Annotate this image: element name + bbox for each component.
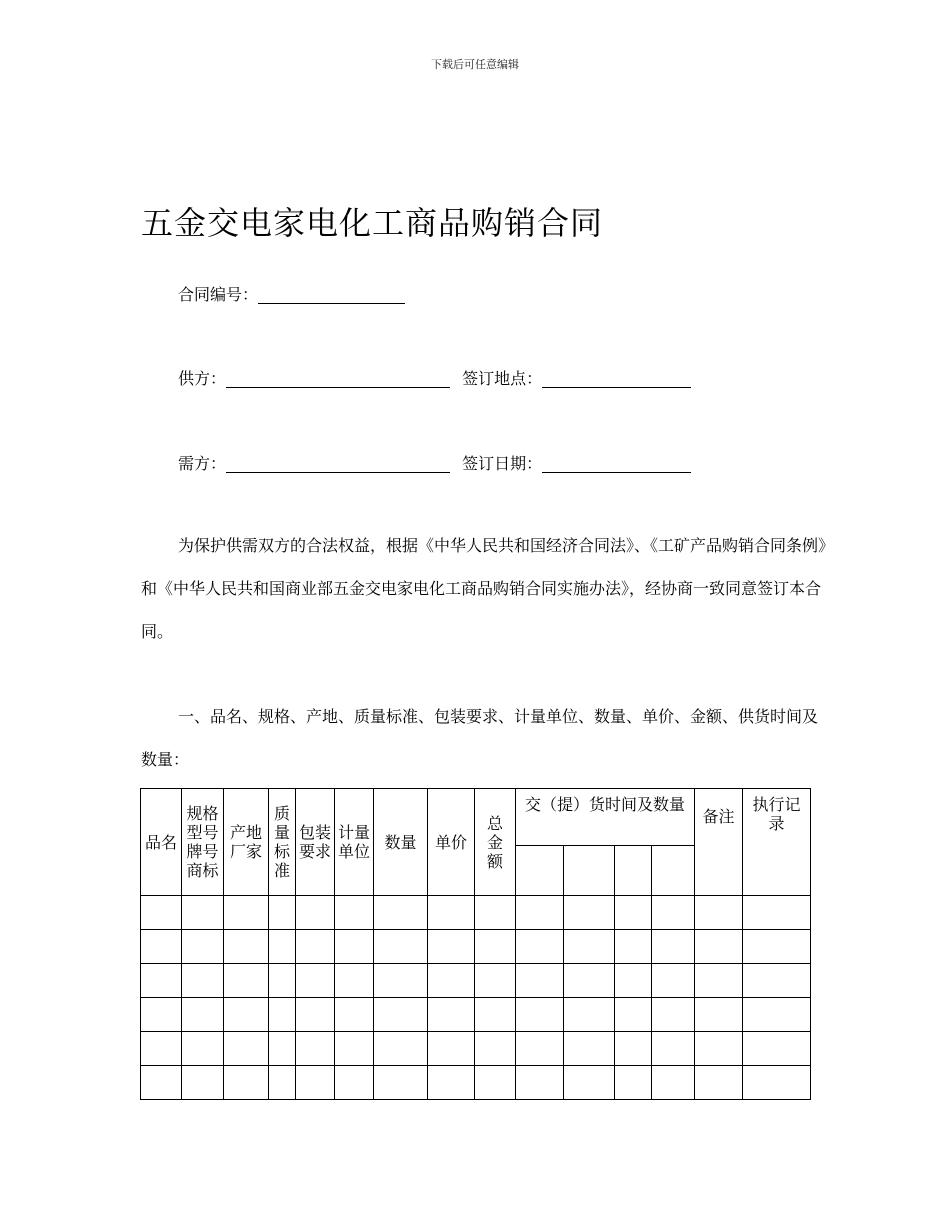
col-header-delivery: 交（提）货时间及数量 <box>516 789 695 846</box>
contract-number-field[interactable] <box>258 287 405 304</box>
table-cell[interactable] <box>335 998 374 1032</box>
col-header-quality: 质量标准 <box>269 789 296 896</box>
table-cell[interactable] <box>475 930 516 964</box>
table-cell[interactable] <box>615 964 652 998</box>
table-cell[interactable] <box>224 896 269 930</box>
table-row <box>141 930 811 964</box>
table-cell[interactable] <box>374 896 428 930</box>
table-cell[interactable] <box>374 1066 428 1100</box>
table-row <box>141 964 811 998</box>
table-cell[interactable] <box>224 930 269 964</box>
table-cell[interactable] <box>516 1066 564 1100</box>
table-cell[interactable] <box>224 998 269 1032</box>
table-cell[interactable] <box>564 964 615 998</box>
table-cell[interactable] <box>182 930 224 964</box>
table-cell[interactable] <box>564 1066 615 1100</box>
section-1-heading: 一、品名、规格、产地、质量标准、包装要求、计量单位、数量、单价、金额、供货时间及数量： <box>141 707 819 769</box>
delivery-subcell[interactable] <box>615 846 652 896</box>
table-row <box>141 998 811 1032</box>
delivery-subcell[interactable] <box>516 846 564 896</box>
table-cell[interactable] <box>743 998 811 1032</box>
buyer-line <box>178 451 691 474</box>
table-cell[interactable] <box>224 1032 269 1066</box>
table-cell[interactable] <box>374 964 428 998</box>
table-cell[interactable] <box>374 930 428 964</box>
table-cell[interactable] <box>182 998 224 1032</box>
page-title: 五金交电家电化工商品购销合同 <box>141 204 604 242</box>
contract-number-line <box>178 282 405 305</box>
col-header-remark: 备注 <box>695 789 743 896</box>
table-cell[interactable] <box>374 998 428 1032</box>
table-cell[interactable] <box>615 930 652 964</box>
table-cell[interactable] <box>335 964 374 998</box>
table-cell[interactable] <box>516 896 564 930</box>
table-cell[interactable] <box>141 998 182 1032</box>
delivery-subcell[interactable] <box>564 846 615 896</box>
table-cell[interactable] <box>374 1032 428 1066</box>
table-cell[interactable] <box>269 896 296 930</box>
buyer-field[interactable] <box>226 456 450 473</box>
table-cell[interactable] <box>224 1066 269 1100</box>
table-cell[interactable] <box>335 930 374 964</box>
table-cell[interactable] <box>475 1066 516 1100</box>
table-cell[interactable] <box>564 930 615 964</box>
col-header-quantity: 数量 <box>374 789 428 896</box>
table-cell[interactable] <box>428 930 475 964</box>
table-cell[interactable] <box>182 1032 224 1066</box>
table-cell[interactable] <box>615 1032 652 1066</box>
table-cell[interactable] <box>652 1066 695 1100</box>
table-cell[interactable] <box>335 896 374 930</box>
table-cell[interactable] <box>652 896 695 930</box>
supplier-field[interactable] <box>226 371 450 388</box>
table-cell[interactable] <box>141 964 182 998</box>
table-cell[interactable] <box>564 998 615 1032</box>
table-cell[interactable] <box>475 896 516 930</box>
sign-date-field[interactable] <box>542 456 691 473</box>
table-cell[interactable] <box>428 896 475 930</box>
table-cell[interactable] <box>743 896 811 930</box>
table-cell[interactable] <box>428 964 475 998</box>
table-row <box>141 896 811 930</box>
table-cell[interactable] <box>296 896 335 930</box>
table-cell[interactable] <box>335 1066 374 1100</box>
table-cell[interactable] <box>695 964 743 998</box>
table-cell[interactable] <box>695 930 743 964</box>
table-cell[interactable] <box>516 998 564 1032</box>
table-cell[interactable] <box>615 998 652 1032</box>
table-cell[interactable] <box>743 930 811 964</box>
col-header-amount: 总金额 <box>475 789 516 896</box>
table-cell[interactable] <box>652 964 695 998</box>
col-header-name: 品名 <box>141 789 182 896</box>
table-cell[interactable] <box>296 998 335 1032</box>
table-cell[interactable] <box>695 1066 743 1100</box>
table-cell[interactable] <box>516 930 564 964</box>
table-cell[interactable] <box>743 964 811 998</box>
table-cell[interactable] <box>428 1066 475 1100</box>
table-cell[interactable] <box>141 1066 182 1100</box>
table-cell[interactable] <box>296 1066 335 1100</box>
table-cell[interactable] <box>428 1032 475 1066</box>
table-cell[interactable] <box>695 1032 743 1066</box>
table-cell[interactable] <box>269 1066 296 1100</box>
table-cell[interactable] <box>296 930 335 964</box>
table-cell[interactable] <box>296 1032 335 1066</box>
table-cell[interactable] <box>475 1032 516 1066</box>
header-note: 下载后可任意编辑 <box>431 58 519 71</box>
table-cell[interactable] <box>695 896 743 930</box>
table-cell[interactable] <box>743 1032 811 1066</box>
col-header-price: 单价 <box>428 789 475 896</box>
table-cell[interactable] <box>269 1032 296 1066</box>
table-cell[interactable] <box>224 964 269 998</box>
table-cell[interactable] <box>269 930 296 964</box>
contract-number-label: 合同编号： <box>178 285 259 304</box>
intro-paragraph: 为保护供需双方的合法权益，根据《中华人民共和国经济合同法》、《工矿产品购销合同条例》和《中华人民共和国商业部五金交电家电化工商品购销合同实施办法》，经协商一致同意签订本合同。 <box>141 536 827 641</box>
buyer-label: 需方： <box>178 454 227 473</box>
table-cell[interactable] <box>516 1032 564 1066</box>
table-cell[interactable] <box>269 998 296 1032</box>
table-cell[interactable] <box>475 964 516 998</box>
table-cell[interactable] <box>564 1032 615 1066</box>
table-cell[interactable] <box>182 1066 224 1100</box>
table-cell[interactable] <box>615 896 652 930</box>
sign-place-field[interactable] <box>542 371 691 388</box>
col-header-packing: 包装要求 <box>296 789 335 896</box>
table-cell[interactable] <box>564 896 615 930</box>
table-cell[interactable] <box>182 896 224 930</box>
table-cell[interactable] <box>428 998 475 1032</box>
col-header-spec: 规格型号牌号商标 <box>182 789 224 896</box>
col-header-origin: 产地厂家 <box>224 789 269 896</box>
supplier-label: 供方： <box>178 369 227 388</box>
table-header-row <box>141 789 811 846</box>
col-header-record: 执行记录 <box>743 789 811 896</box>
table-cell[interactable] <box>652 1032 695 1066</box>
table-cell[interactable] <box>695 998 743 1032</box>
table-cell[interactable] <box>141 896 182 930</box>
table-cell[interactable] <box>652 998 695 1032</box>
table-cell[interactable] <box>475 998 516 1032</box>
table-cell[interactable] <box>743 1066 811 1100</box>
table-cell[interactable] <box>335 1032 374 1066</box>
table-cell[interactable] <box>516 964 564 998</box>
table-cell[interactable] <box>269 964 296 998</box>
table-row <box>141 1032 811 1066</box>
table-cell[interactable] <box>615 1066 652 1100</box>
table-cell[interactable] <box>296 964 335 998</box>
supplier-line <box>178 366 691 389</box>
table-cell[interactable] <box>182 964 224 998</box>
table-cell[interactable] <box>141 930 182 964</box>
delivery-subcell[interactable] <box>652 846 695 896</box>
table-cell[interactable] <box>141 1032 182 1066</box>
table-cell[interactable] <box>652 930 695 964</box>
goods-table <box>140 788 811 1100</box>
sign-place-label: 签订地点： <box>462 369 543 388</box>
sign-date-label: 签订日期： <box>462 454 543 473</box>
table-row <box>141 1066 811 1100</box>
col-header-unit: 计量单位 <box>335 789 374 896</box>
